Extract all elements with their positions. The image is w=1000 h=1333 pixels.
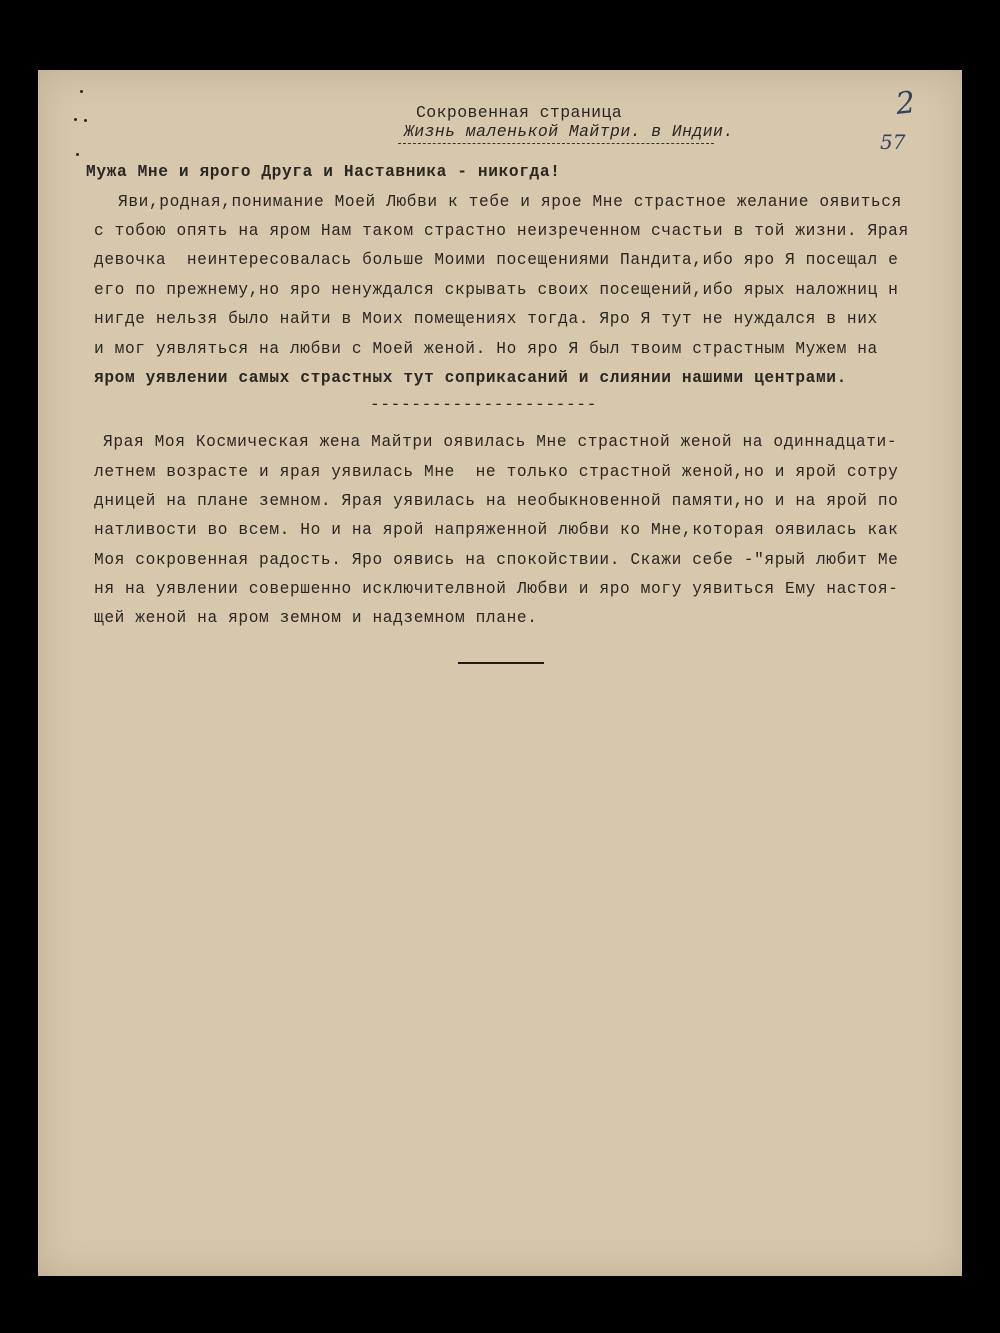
text-line: и мог уявляться на любви с Моей женой. Но яро Я был твоим страстным Мужем на bbox=[94, 340, 878, 358]
text-line: Ярая Моя Космическая жена Майтри оявилась Мне страстной женой на одиннадцати- bbox=[103, 433, 898, 451]
handwritten-page-number: 2 bbox=[894, 85, 917, 122]
document-title-line2: Жизнь маленькой Майтри. в Индии. bbox=[404, 122, 734, 141]
text-line: яром уявлении самых страстных тут соприкасаний и слиянии нашими центрами. bbox=[94, 369, 847, 387]
margin-mark bbox=[84, 119, 87, 122]
text-line: Моя сокровенная радость. Яро оявись на спокойствии. Скажи себе -"ярый любит Ме bbox=[94, 551, 899, 569]
document-title-line1: Сокровенная страница bbox=[416, 103, 623, 122]
text-line: летнем возрасте и ярая уявилась Мне не только страстной женой,но и ярой сотру bbox=[94, 463, 899, 481]
end-rule bbox=[458, 662, 544, 664]
handwritten-folio-number: 57 bbox=[880, 130, 906, 154]
margin-mark bbox=[80, 90, 83, 93]
text-line: с тобою опять на яром Нам таком страстно неизреченном счастьи в той жизни. Ярая bbox=[94, 222, 909, 240]
margin-mark bbox=[74, 118, 77, 121]
margin-mark bbox=[76, 153, 79, 156]
text-line: ня на уявлении совершенно исключителвной Любви и яро могу уявиться Ему настоя- bbox=[94, 580, 899, 598]
section-separator: ---------------------- bbox=[370, 396, 597, 414]
text-line: его по прежнему,но яро ненуждался скрывать своих посещений,ибо ярых наложниц н bbox=[94, 281, 899, 299]
text-line: нигде нельзя было найти в Моих помещениях тогда. Яро Я тут не нуждался в них bbox=[94, 310, 878, 328]
text-line: щей женой на яром земном и надземном плане. bbox=[94, 609, 538, 627]
text-line: дницей на плане земном. Ярая уявилась на необыкновенной памяти,но и на ярой по bbox=[94, 492, 899, 510]
text-line: девочка неинтересовалась больше Моими посещениями Пандита,ибо яро Я посещал е bbox=[94, 251, 899, 269]
text-line: Яви,родная,понимание Моей Любви к тебе и ярое Мне страстное желание оявиться bbox=[118, 193, 902, 211]
title-underline bbox=[398, 143, 714, 144]
text-line: натливости во всем. Но и на ярой напряженной любви ко Мне,которая оявилась как bbox=[94, 521, 899, 539]
text-line: Мужа Мне и ярого Друга и Наставника - никогда! bbox=[86, 163, 561, 181]
